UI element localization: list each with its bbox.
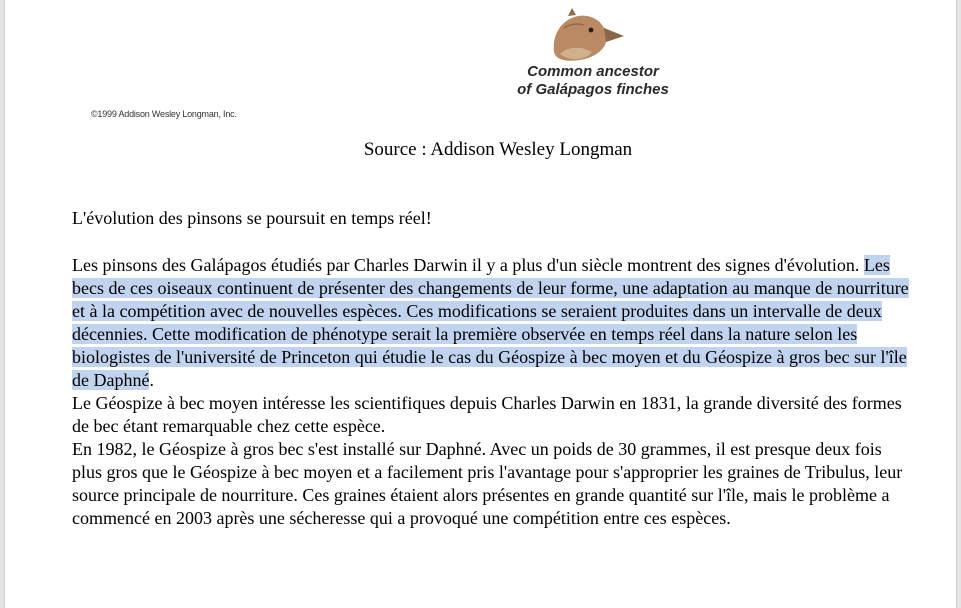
paragraph-1-end: . xyxy=(149,370,154,390)
paragraph-1-plain: Les pinsons des Galápagos étudiés par Charles Darwin il y a plus d'un siècle montrent des signes d'évolution. xyxy=(72,255,864,275)
caption-line-2: of Galápagos finches xyxy=(517,81,669,98)
paragraph-3[interactable]: En 1982, le Géospize à gros bec s'est installé sur Daphné. Avec un poids de 30 grammes, il est presque deux fois plus gros que le Géospize à bec moyen et a facilement pris l'avantage pour s'approprier les graines de Tribulus, leur source principale de nourriture. Ces graines étaient alors présentes en grande quantité sur l'île, mais le problème a commencé en 2003 après une sécheresse qui a provoqué une compétition entre ces espèces. xyxy=(72,439,903,528)
selected-text[interactable]: Les becs de ces oiseaux continuent de présenter des changements de leur forme, une adaptation au manque de nourriture et à la compétition avec de nouvelles espèces. Ces modifications se seraient produites dans un intervalle de deux décennies. Cette modification de phénotype serait la première observée en temps réel dans la nature selon les biologistes de l'université de Princeton qui étudie le cas du Géospize à bec moyen et du Géospize à gros bec sur l'île de Daphné xyxy=(72,255,909,390)
caption-line-1: Common ancestor xyxy=(527,63,659,80)
copyright-notice: ©1999 Addison Wesley Longman, Inc. xyxy=(91,109,237,119)
finch-figure xyxy=(0,0,961,130)
paragraph-2[interactable]: Le Géospize à bec moyen intéresse les scientifiques depuis Charles Darwin en 1831, la grande diversité des formes de bec étant remarquable chez cette espèce. xyxy=(72,393,902,436)
source-line: Source : Addison Wesley Longman xyxy=(363,139,633,160)
article-body xyxy=(72,254,912,530)
figure-caption xyxy=(498,63,688,99)
article-heading: L'évolution des pinsons se poursuit en temps réel! xyxy=(72,208,432,228)
paragraph-1[interactable] xyxy=(72,254,912,392)
finch-head-icon xyxy=(548,6,628,66)
